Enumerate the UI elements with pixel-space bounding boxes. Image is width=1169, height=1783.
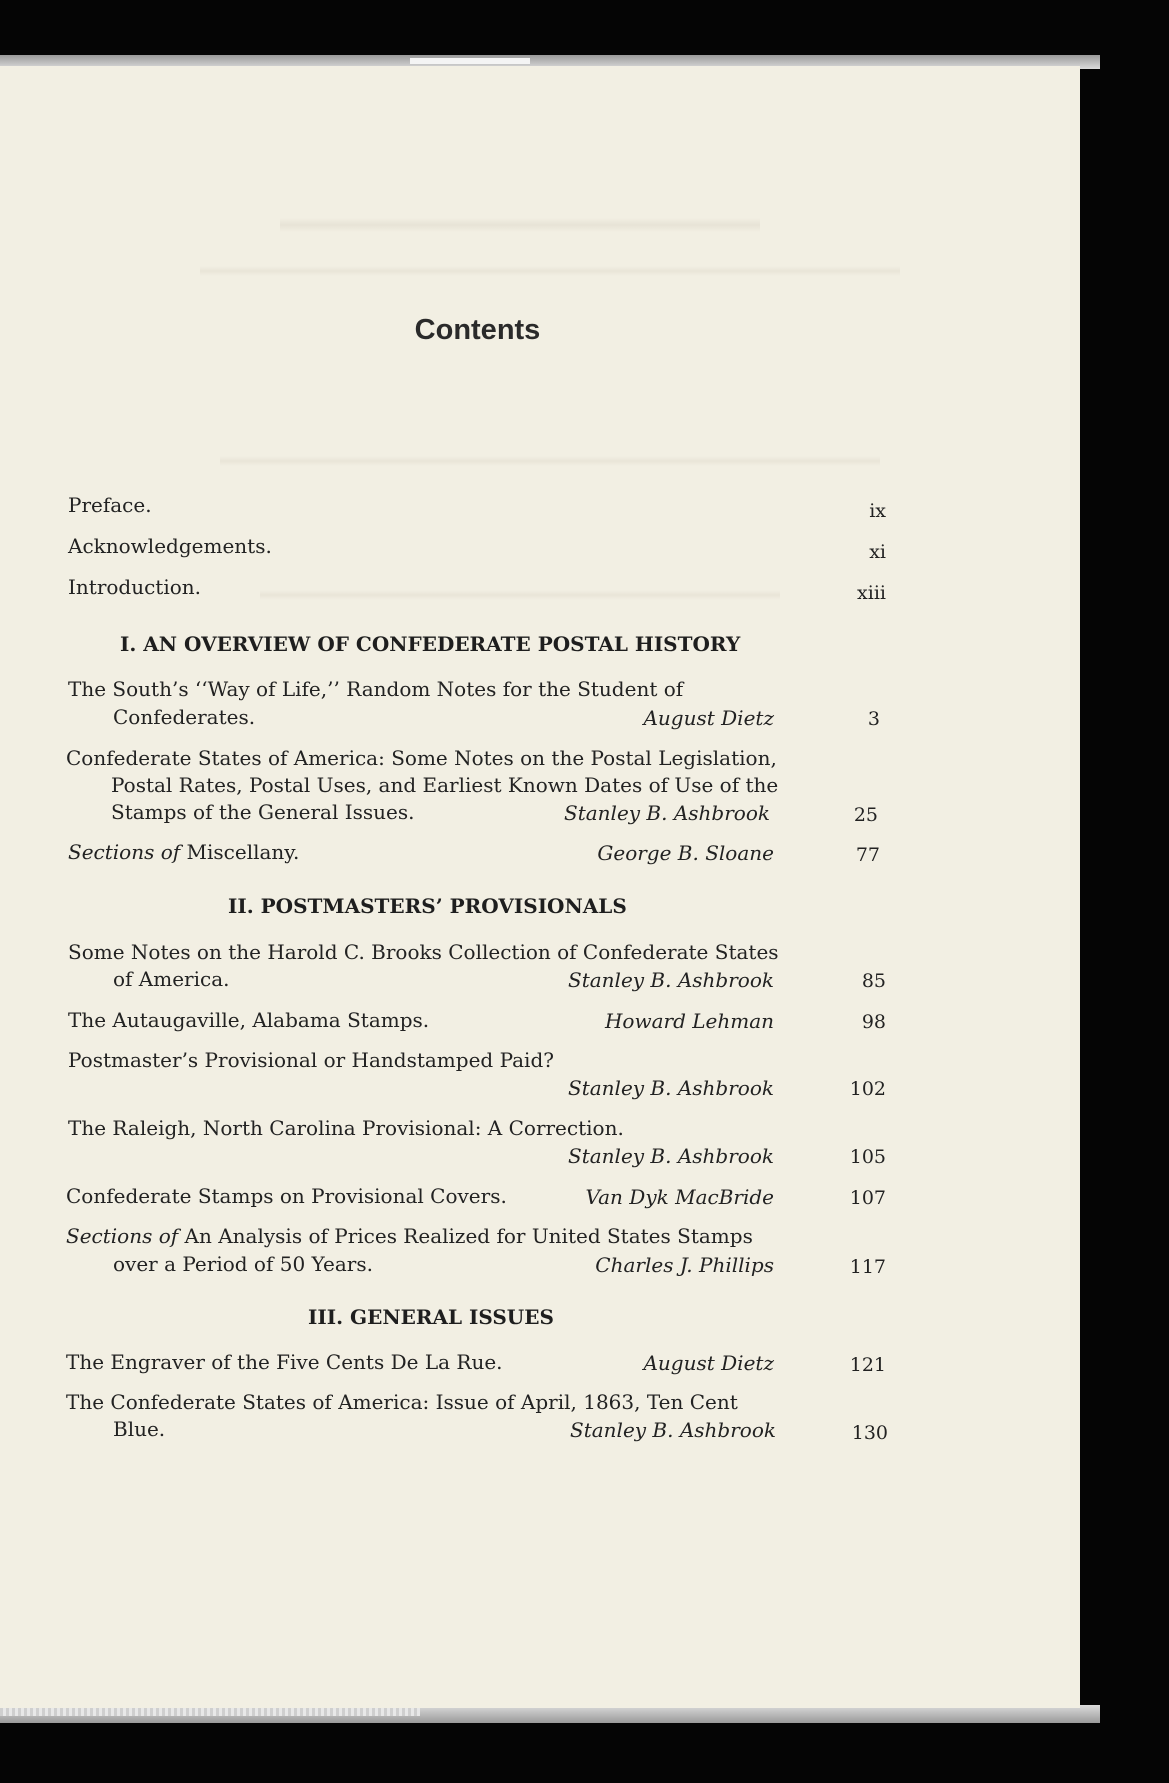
- toc-entry-title: Confederate States of America: Some Notes on the Postal Legislation,: [66, 746, 777, 770]
- toc-entry-author: Stanley B. Ashbrook: [568, 1076, 774, 1100]
- book-edge-texture: [0, 1708, 420, 1716]
- toc-entry-page: xi: [869, 541, 886, 563]
- toc-entry-page: 3: [867, 708, 880, 730]
- toc-entry-title: Preface.: [68, 493, 152, 517]
- toc-entry-title: Introduction.: [68, 575, 202, 599]
- toc-entry-author: August Dietz: [643, 1351, 774, 1375]
- toc-entry-title: The Confederate States of America: Issue of April, 1863, Ten Cent: [66, 1390, 738, 1414]
- toc-entry-title: Postmaster’s Provisional or Handstamped Paid?: [68, 1048, 554, 1072]
- toc-entry-title: The Raleigh, North Carolina Provisional: A Correction.: [68, 1116, 624, 1140]
- toc-entry-author: George B. Sloane: [597, 841, 774, 865]
- toc-entry-author: Howard Lehman: [604, 1009, 774, 1033]
- toc-entry-title: over a Period of 50 Years.: [113, 1252, 373, 1276]
- toc-entry-author: Stanley B. Ashbrook: [568, 968, 774, 992]
- toc-entry-title: The South’s ‘‘Way of Life,’’ Random Notes for the Student of: [68, 677, 684, 701]
- toc-entry-author: Stanley B. Ashbrook: [564, 801, 770, 825]
- toc-entry-page: xiii: [857, 582, 886, 604]
- section-heading: I. AN OVERVIEW OF CONFEDERATE POSTAL HISTORY: [120, 632, 741, 656]
- toc-entry-page: 107: [849, 1187, 886, 1209]
- toc-entry-title: Some Notes on the Harold C. Brooks Collection of Confederate States: [68, 940, 779, 964]
- book-page: [0, 66, 1080, 1708]
- toc-entry-author: Van Dyk MacBride: [585, 1185, 774, 1209]
- toc-entry-page: 121: [849, 1354, 886, 1376]
- toc-entry-page: 25: [853, 804, 878, 826]
- show-through: [220, 456, 880, 466]
- toc-entry-title: of America.: [113, 967, 230, 991]
- toc-entry-title: Blue.: [113, 1417, 166, 1441]
- toc-entry-author: Charles J. Phillips: [595, 1253, 774, 1277]
- toc-entry-title: [68, 840, 299, 864]
- toc-entry-page: 130: [851, 1422, 888, 1444]
- toc-entry-title: Stamps of the General Issues.: [111, 800, 415, 824]
- toc-entry-page: 77: [855, 844, 880, 866]
- toc-entry-author: August Dietz: [643, 706, 774, 730]
- toc-entry-title: Acknowledgements.: [68, 534, 272, 558]
- toc-entry-page: 105: [849, 1146, 886, 1168]
- toc-entry-title: The Autaugaville, Alabama Stamps.: [68, 1008, 430, 1032]
- toc-entry-title: [66, 1224, 753, 1248]
- toc-entry-author: Stanley B. Ashbrook: [568, 1144, 774, 1168]
- toc-entry-page: ix: [869, 500, 886, 522]
- show-through: [280, 218, 760, 232]
- section-heading: III. GENERAL ISSUES: [308, 1305, 554, 1329]
- title-prefix: Sections of: [68, 840, 181, 864]
- toc-entry-page: 98: [861, 1011, 886, 1033]
- toc-entry-page: 85: [861, 970, 886, 992]
- title-prefix: Sections of: [66, 1224, 179, 1248]
- show-through: [260, 590, 780, 600]
- toc-entry-title: Postal Rates, Postal Uses, and Earliest Known Dates of Use of the: [111, 773, 779, 797]
- toc-entry-title: The Engraver of the Five Cents De La Rue.: [66, 1350, 503, 1374]
- toc-entry-page: 117: [849, 1256, 886, 1278]
- toc-entry-title: Confederates.: [113, 705, 256, 729]
- page-title: Contents: [414, 314, 541, 346]
- show-through: [200, 266, 900, 276]
- toc-entry-page: 102: [849, 1078, 886, 1100]
- toc-entry-author: Stanley B. Ashbrook: [570, 1418, 776, 1442]
- title-text: An Analysis of Prices Realized for United States Stamps: [184, 1224, 753, 1248]
- toc-entry-title: Confederate Stamps on Provisional Covers.: [66, 1184, 507, 1208]
- book-edge-highlight: [410, 58, 530, 64]
- title-text: Miscellany.: [186, 840, 300, 864]
- section-heading: II. POSTMASTERS’ PROVISIONALS: [228, 894, 627, 918]
